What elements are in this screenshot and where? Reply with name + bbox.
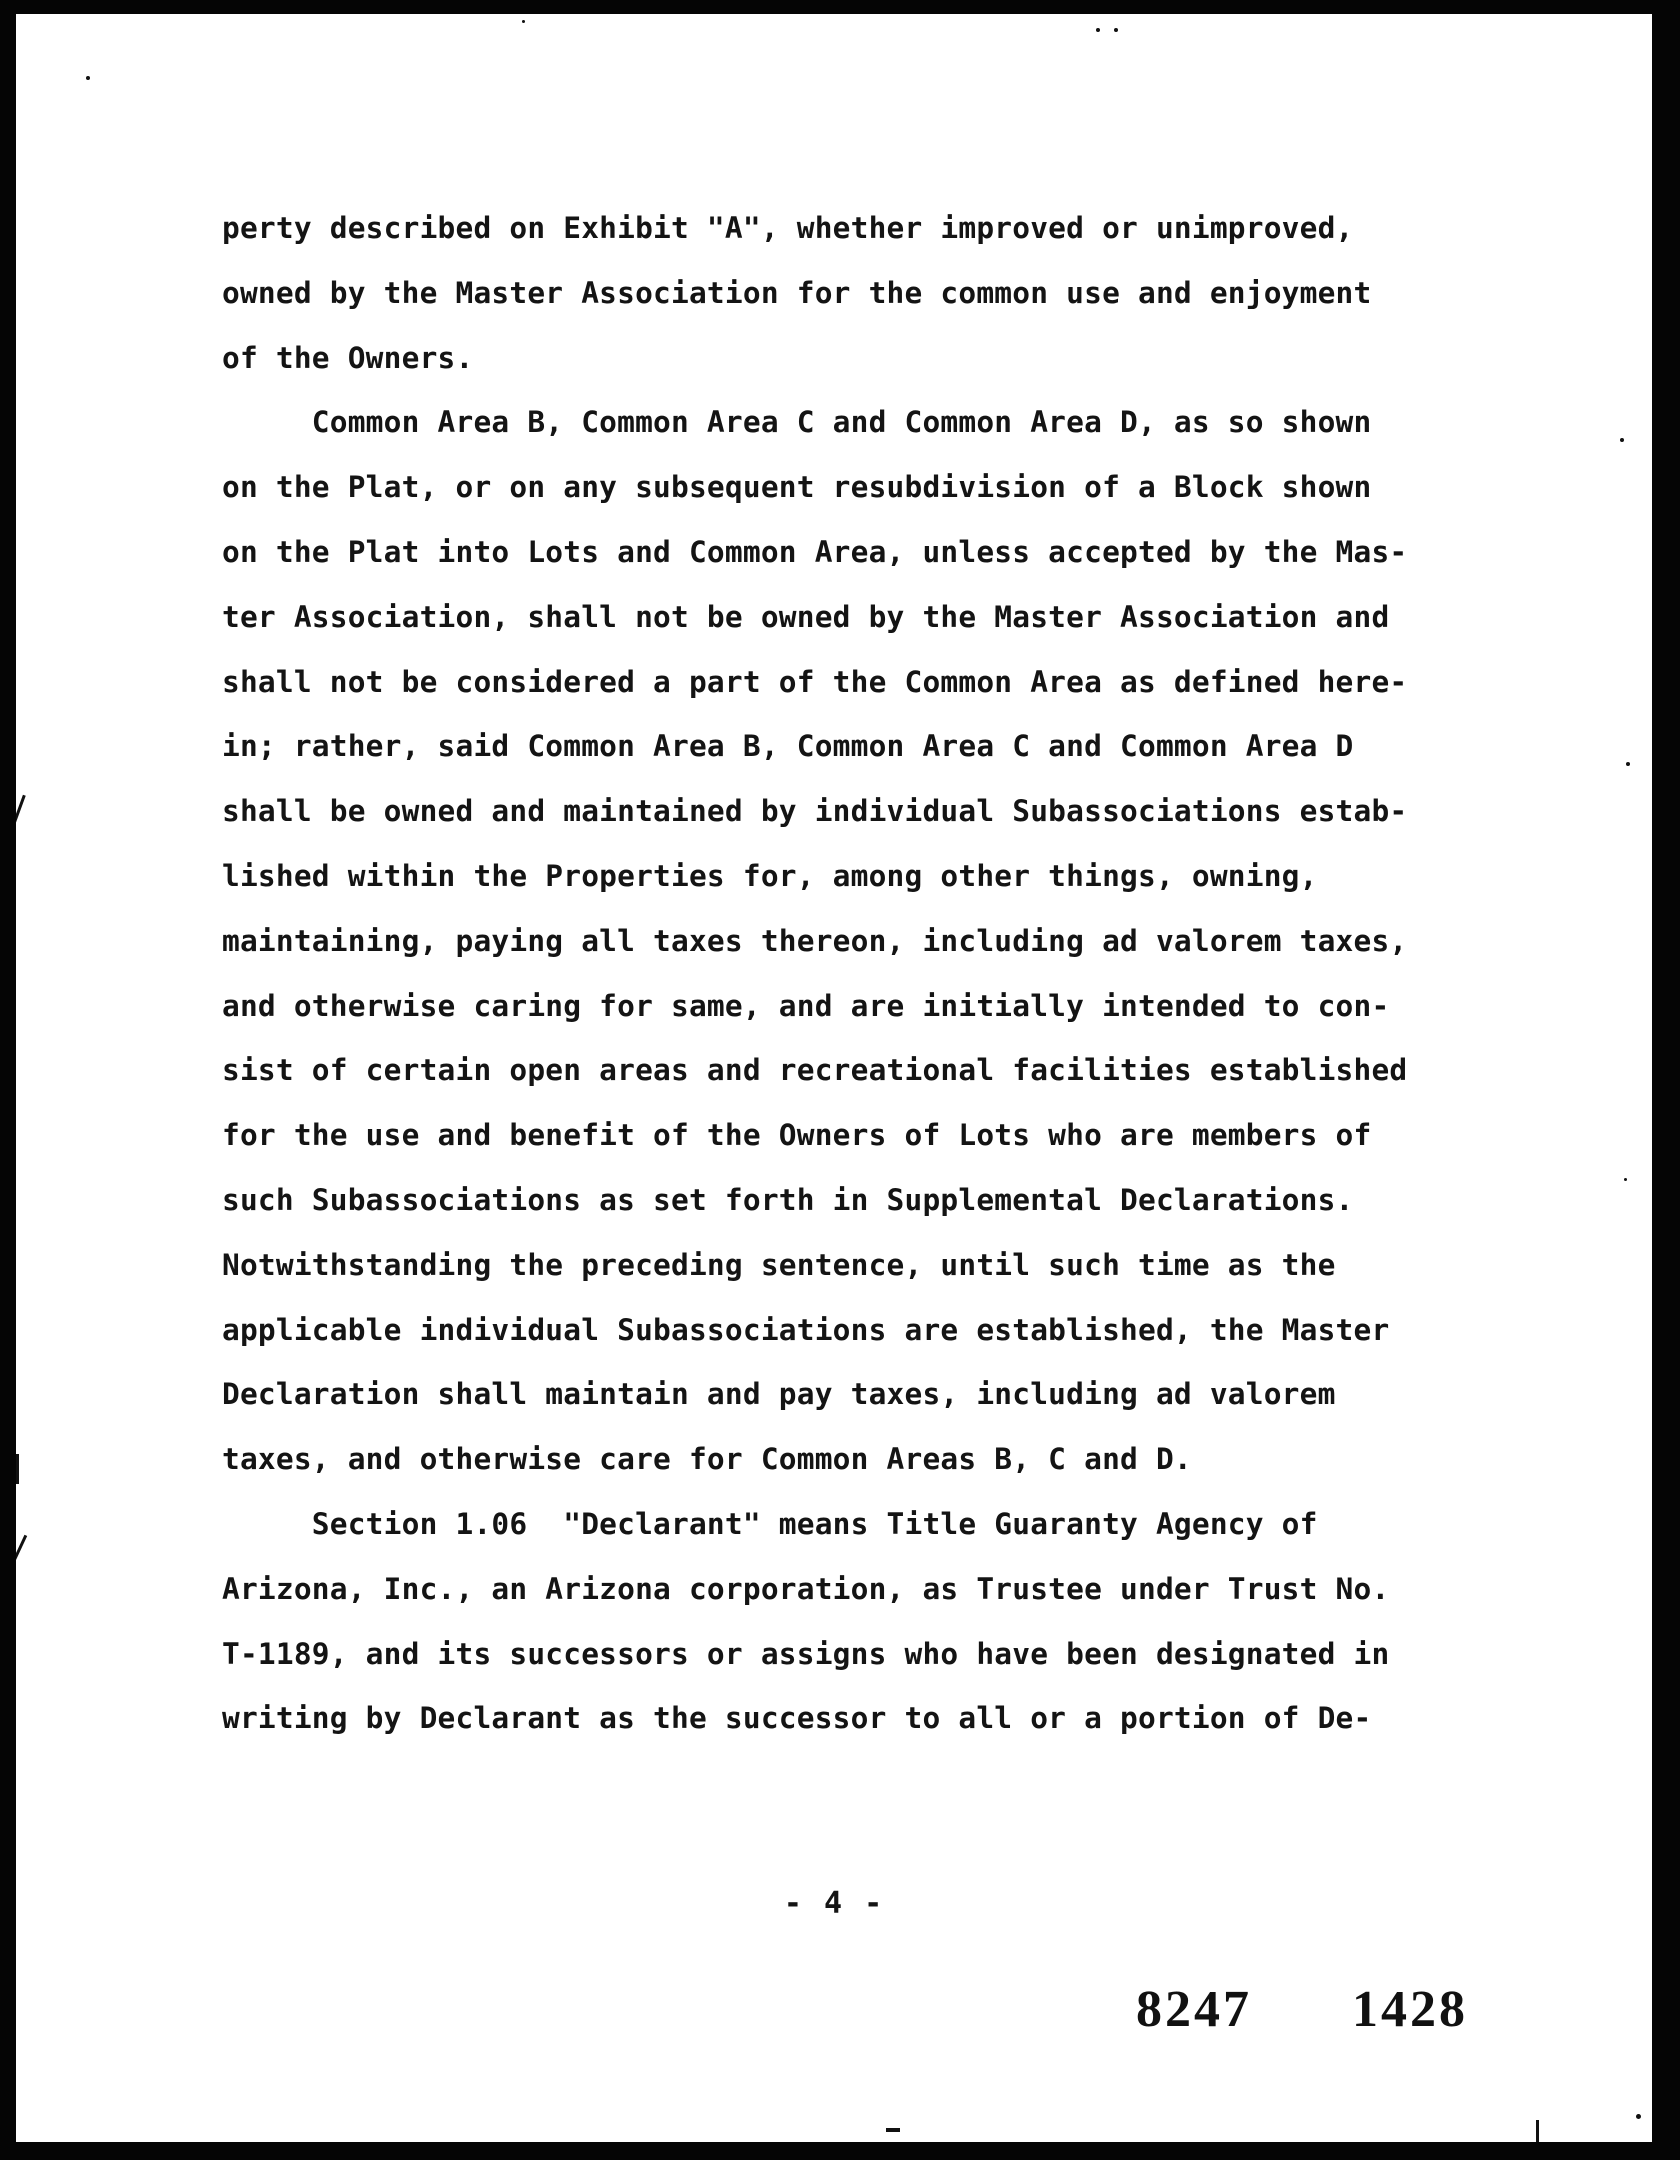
- text-line: Notwithstanding the preceding sentence, until such time as the: [222, 1247, 1336, 1282]
- text-line: Declaration shall maintain and pay taxes, including ad valorem: [222, 1377, 1336, 1412]
- text-line: taxes, and otherwise care for Common Areas B, C and D.: [222, 1442, 1192, 1477]
- text-line: shall be owned and maintained by individual Subassociations estab-: [222, 794, 1408, 829]
- text-line: writing by Declarant as the successor to all or a portion of De-: [222, 1701, 1372, 1736]
- text-line: ter Association, shall not be owned by the Master Association and: [222, 599, 1390, 634]
- scan-edge-mark: [16, 795, 26, 834]
- text-line: for the use and benefit of the Owners of Lots who are members of: [222, 1118, 1372, 1153]
- scan-edge-mark: [16, 1454, 19, 1484]
- scan-speck: [1636, 2114, 1641, 2119]
- text-line: sist of certain open areas and recreational facilities established: [222, 1053, 1408, 1088]
- scan-speck: [1624, 1178, 1627, 1181]
- scan-speck: [522, 20, 525, 23]
- text-line: of the Owners.: [222, 340, 474, 375]
- scan-edge-mark: [16, 1535, 27, 1563]
- text-line: Section 1.06 "Declarant" means Title Guaranty Agency of: [222, 1506, 1318, 1541]
- text-line: on the Plat into Lots and Common Area, unless accepted by the Mas-: [222, 534, 1408, 569]
- page-number: - 4 -: [783, 1886, 885, 1921]
- text-line: on the Plat, or on any subsequent resubdivision of a Block shown: [222, 470, 1372, 505]
- text-line: lished within the Properties for, among other things, owning,: [222, 858, 1318, 893]
- text-line: in; rather, said Common Area B, Common Area C and Common Area D: [222, 729, 1354, 764]
- text-line: and otherwise caring for same, and are initially intended to con-: [222, 988, 1390, 1023]
- document-page: [16, 14, 1652, 2142]
- text-line: such Subassociations as set forth in Supplemental Declarations.: [222, 1182, 1354, 1217]
- scan-edge-mark: [1536, 2120, 1539, 2142]
- scan-speck: [1096, 28, 1100, 32]
- text-line: applicable individual Subassociations are established, the Master: [222, 1312, 1390, 1347]
- text-line: maintaining, paying all taxes thereon, including ad valorem taxes,: [222, 923, 1408, 958]
- scan-speck: [1626, 762, 1630, 766]
- scan-speck: [1620, 438, 1624, 442]
- body-text: [222, 196, 1532, 1751]
- text-line: T-1189, and its successors or assigns who have been designated in: [222, 1636, 1390, 1671]
- text-line: perty described on Exhibit "A", whether improved or unimproved,: [222, 211, 1354, 245]
- scan-edge-mark: [886, 2128, 900, 2132]
- document-number: 8247 1428: [1136, 1981, 1468, 2038]
- scan-speck: [86, 76, 90, 80]
- text-line: Common Area B, Common Area C and Common Area D, as so shown: [222, 405, 1372, 440]
- scan-speck: [1114, 28, 1118, 32]
- text-line: Arizona, Inc., an Arizona corporation, as Trustee under Trust No.: [222, 1571, 1390, 1606]
- text-line: shall not be considered a part of the Common Area as defined here-: [222, 664, 1408, 699]
- text-line: owned by the Master Association for the common use and enjoyment: [222, 275, 1372, 310]
